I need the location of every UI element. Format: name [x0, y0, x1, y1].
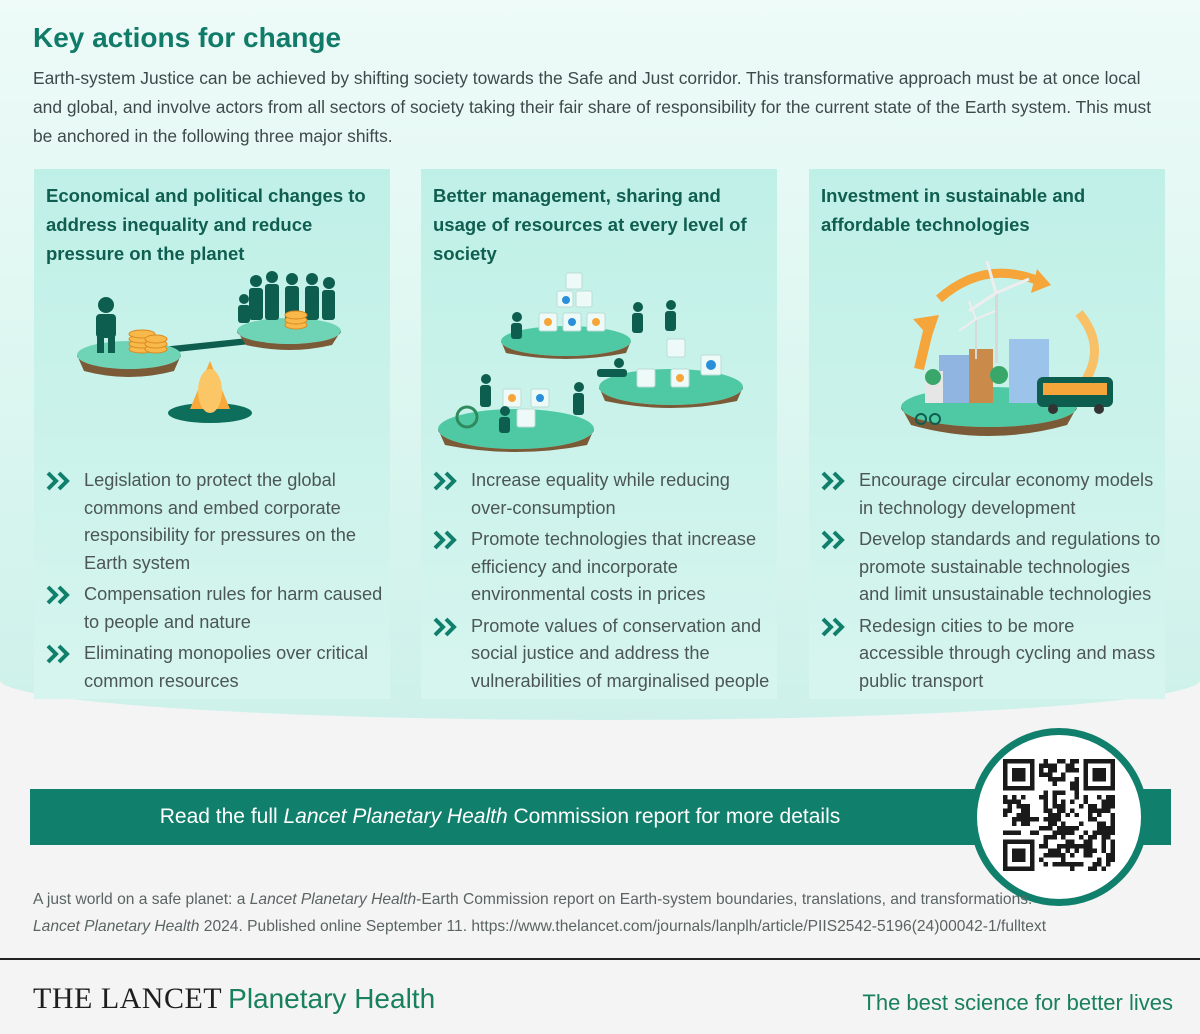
cta-suffix: Commission report for more details [507, 805, 841, 828]
list-item [433, 467, 773, 522]
tagline: The best science for better lives [862, 990, 1173, 1015]
list-item [433, 613, 773, 696]
list-item [821, 526, 1161, 609]
citation-title-rest: -Earth Commission report on Earth-system boundaries, translations, and transformations. [416, 891, 1033, 908]
double-chevron-icon [46, 581, 84, 610]
bullet-text: Legislation to protect the global commons and embed corporate responsibility for pressures on the Earth system [84, 470, 356, 573]
double-chevron-icon [433, 467, 471, 496]
page-title: Key actions for change [33, 22, 342, 53]
bullet-text: Redesign cities to be more accessible through cycling and mass public transport [859, 615, 1156, 691]
panel-title: Economical and political changes to address inequality and reduce pressure on the planet [46, 185, 366, 264]
list-item [46, 640, 386, 695]
bullet-text: Increase equality while reducing over-consumption [471, 470, 730, 518]
citation-line-1 [33, 886, 1163, 913]
qr-code-icon[interactable] [1003, 759, 1115, 871]
double-chevron-icon [433, 526, 471, 555]
bullet-list [46, 467, 386, 699]
qr-code-badge[interactable] [970, 728, 1148, 906]
citation-url[interactable]: 2024. Published online September 11. https://www.thelancet.com/journals/lanplh/article/PIIS2542-5196(24)00042-1/fulltext [199, 918, 1047, 935]
list-item [433, 526, 773, 609]
bullet-text: Encourage circular economy models in technology development [859, 470, 1154, 518]
brand-name: THE LANCET [33, 982, 223, 1015]
list-item [821, 467, 1161, 522]
footer-divider [0, 958, 1200, 960]
bullet-text: Promote technologies that increase efficiency and incorporate environmental costs in prices [471, 529, 757, 604]
bullet-text: Promote values of conservation and social justice and address the vulnerabilities of marginalised people [471, 615, 770, 691]
double-chevron-icon [433, 613, 471, 642]
intro-paragraph: Earth-system Justice can be achieved by shifting society towards the Safe and Just corridor. This transformative approach must be at once local and global, and involve actors from all sectors of society taking their fair share of responsibility for the current state of the Earth system. This must be anchored in the following three major shifts. [33, 68, 1152, 146]
brand-subtitle: Planetary Health [228, 983, 436, 1014]
read-report-link[interactable] [30, 789, 970, 845]
citation-journal: Lancet Planetary Health [33, 918, 200, 935]
bullet-list [821, 467, 1161, 699]
citation-prefix: A just world on a safe planet: a [33, 891, 250, 908]
bullet-text: Compensation rules for harm caused to people and nature [84, 584, 383, 632]
cta-prefix: Read the full [159, 805, 284, 828]
list-item [821, 613, 1161, 696]
panel-sustainable-technologies [809, 169, 1165, 699]
lancet-logo [33, 982, 435, 1016]
list-item [46, 467, 386, 577]
panel-economic-political [34, 169, 390, 699]
cta-journal: Lancet Planetary Health [283, 805, 508, 828]
double-chevron-icon [46, 467, 84, 496]
bullet-text: Develop standards and regulations to promote sustainable technologies and limit unsustainable technologies [859, 529, 1161, 604]
double-chevron-icon [46, 640, 84, 669]
panel-title: Better management, sharing and usage of resources at every level of society [433, 185, 747, 264]
bullet-list [433, 467, 773, 699]
citation [33, 886, 1163, 940]
list-item [46, 581, 386, 636]
panel-title: Investment in sustainable and affordable technologies [821, 185, 1086, 235]
double-chevron-icon [821, 613, 859, 642]
double-chevron-icon [821, 467, 859, 496]
panel-resource-management [421, 169, 777, 699]
citation-line-2 [33, 913, 1163, 940]
double-chevron-icon [821, 526, 859, 555]
citation-journal: Lancet Planetary Health [249, 891, 417, 908]
bullet-text: Eliminating monopolies over critical common resources [84, 643, 369, 691]
